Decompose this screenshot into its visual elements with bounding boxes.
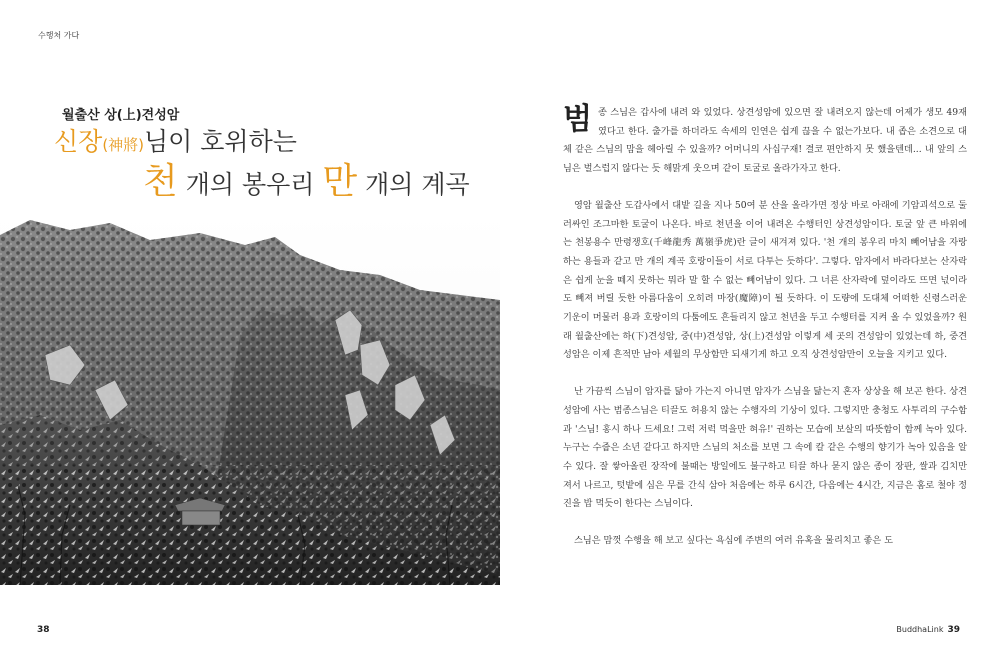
page-number-left: 38 (37, 625, 50, 635)
title-line-2 (143, 153, 470, 204)
paragraph-2: 영암 월출산 도갑사에서 대밭 길을 지나 50여 분 산을 올라가면 정상 바로 아래에 기암괴석으로 둘러싸인 조그마한 토굴이 나온다. 바로 천년을 이어 내려온 수행터인 상견성암이다. 토굴 앞 큰 바위에는 천봉용수 만령쟁호(千峰龍秀 萬嶺爭虎)란 글이 새겨져 있다. '천 개의 봉우리 마치 빼어남을 자랑하는 용들과 같고 만 개의 계곡 호랑이들이 서로 다투는 듯하다'. 그렇다. 암자에서 바라다보는 산자락은 쉽게 눈을 떼지 못하는 뭐라 말 할 수 없는 빼어남이 있다. 그 너른 산자락에 덮이라도 뜨면 넋이라도 빼져 버릴 듯한 아름다움이 오히려 마장(魔障)이 될 듯하다. 이 도량에 도대체 어떠한 신령스러운 기운이 머물러 용과 호랑이의 다툼에도 흔들리지 않고 천년을 두고 수행터를 지켜 올 수 있었을까? 원래 월출산에는 하(下)견성암, 중(中)견성암, 상(上)견성암 이렇게 세 곳의 견성암이 있었는데 하, 중견성암은 이제 흔적만 남아 세월의 무상함만 되새기게 하고 오직 상견성암만이 오늘을 지키고 있다. (563, 199, 967, 361)
page-number-right: 39 (947, 625, 960, 635)
paragraph-1 (563, 104, 967, 179)
title-rest: 님이 호위하는 (144, 127, 297, 156)
article-kicker: 월출산 상(上)견성암 (62, 108, 180, 123)
title-mid: 개의 봉우리 (177, 170, 323, 199)
drop-cap: 범 (563, 102, 592, 137)
title-end: 개의 계곡 (357, 170, 470, 199)
title-big-cheon: 천 (143, 161, 178, 202)
paragraph-4: 스님은 맘껏 수행을 해 보고 싶다는 욕심에 주변의 여러 유혹을 물리치고 좋은 도 (574, 535, 894, 547)
mountain-photo (0, 215, 500, 585)
title-word-sinjang: 신장 (54, 127, 103, 156)
paragraph-3: 난 가끔씩 스님이 암자를 닮아 가는지 아니면 암자가 스님을 닮는지 혼자 상상을 해 보곤 한다. 상견성암에 사는 범종스님은 티끌도 허용치 않는 수행자의 기상이 있다. 그렇지만 충청도 사투리의 구수함과 '스님! 홍시 하나 드세요! 그럭 저럭 먹을만 혀유!' 권하는 모습에 보살의 따뜻함이 함께 녹아 있다. 누구는 수줍은 소년 같다고 하지만 스님의 처소를 보면 그 속에 칼 같은 수행의 향기가 녹아 있음을 알 수 있다. 잘 쌓아올린 장작에 불때는 방일에도 불구하고 티끌 하나 묻지 않은 종이 장판, 쌀과 김치만 져서 나르고, 텃밭에 심은 무를 간식 삼아 처음에는 하루 6시간, 다음에는 4시간, 지금은 홈로 철야 정진을 밥 먹듯이 한다는 스님이다. (563, 386, 967, 510)
article-body (563, 104, 967, 569)
magazine-name: BuddhaLink (896, 625, 944, 634)
title-big-man: 만 (322, 161, 358, 202)
section-header: 수행처 가다 (38, 31, 80, 40)
paragraph-1-text: 종 스님은 갑사에 내려 와 있었다. 상견성암에 있으면 잘 내려오지 않는데 어제가 생모 49재였다고 한다. 출가를 하더라도 속세의 인연은 쉽게 끊을 수 없는가보다. 내 좁은 소견으로 대체 같은 스님의 맘을 헤아릴 수 있을까? 어머니의 사십구재! 결코 편안하지 못 했을텐데... 내 앞의 스님은 벌스럽지 않다는 듯 해맑게 웃으며 같이 토굴로 올라가자고 한다. (563, 107, 967, 175)
page-number-right-group (896, 625, 960, 635)
title-hanja: (神將) (102, 136, 145, 154)
